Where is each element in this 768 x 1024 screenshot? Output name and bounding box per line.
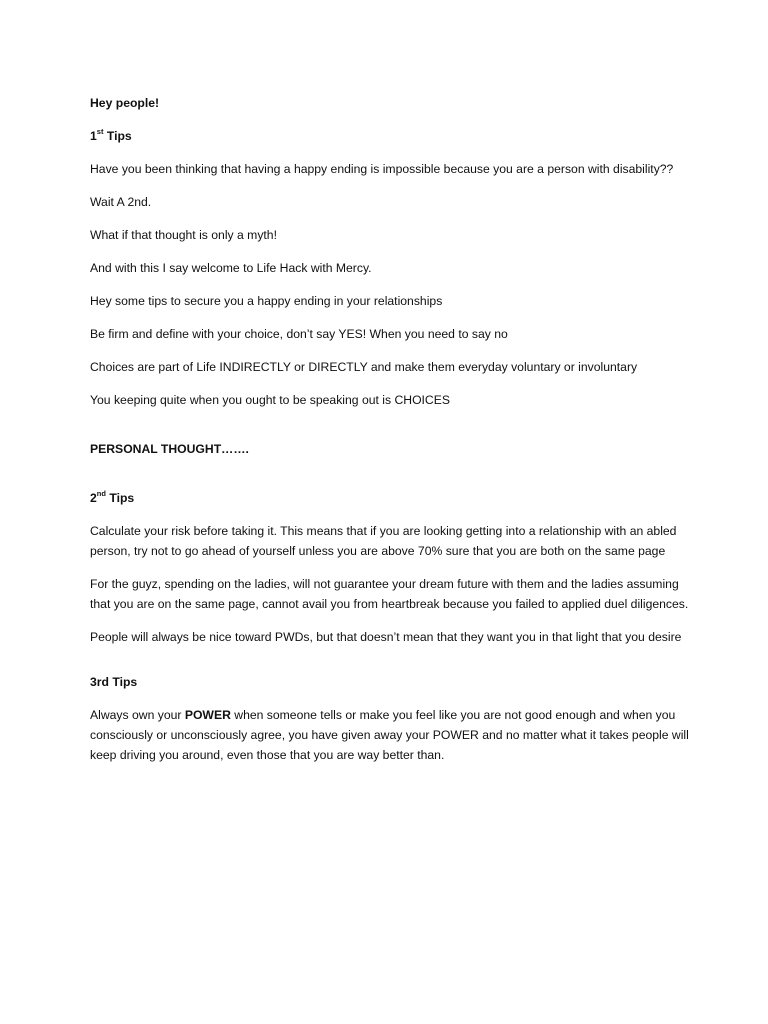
- tip1-number: 1: [90, 129, 97, 143]
- tip1-paragraph: Have you been thinking that having a happy ending is impossible because you are a person with disability??: [90, 162, 674, 176]
- tip2-paragraph: For the guyz, spending on the ladies, will not guarantee your dream future with them and the ladies assuming that you are on the same page, cannot avail you from heartbreak because you failed to applied duel diligences.: [90, 577, 689, 611]
- tip3-text-end: when someone tells or make you feel like you are not good enough and when you consciously or unconsciously agree, you have given away your POWER and no matter what it takes people will keep driving you around, even those that you are way better than.: [90, 708, 689, 762]
- tip2-paragraph: Calculate your risk before taking it. This means that if you are looking getting into a relationship with an abled person, try not to go ahead of yourself unless you are above 70% sure that you are both on the same page: [90, 524, 677, 558]
- tip3-heading: 3rd Tips: [90, 675, 138, 689]
- tip3-paragraph: [90, 705, 690, 765]
- tip1-paragraph: Be firm and define with your choice, don’t say YES! When you need to say no: [90, 327, 508, 341]
- tip2-paragraph: People will always be nice toward PWDs, but that doesn’t mean that they want you in that light that you desire: [90, 630, 682, 644]
- tip1-heading: [90, 126, 690, 146]
- document-page: [90, 93, 690, 778]
- tip1-label: Tips: [103, 129, 132, 143]
- tip2-ordinal: nd: [96, 488, 106, 498]
- power-emphasis: POWER: [184, 708, 231, 722]
- tip1-paragraph: And with this I say welcome to Life Hack with Mercy.: [90, 261, 372, 275]
- greeting: Hey people!: [90, 96, 160, 110]
- tip2-number: 2: [90, 491, 97, 505]
- tip2-label: Tips: [105, 491, 135, 505]
- tip3-text-start: Always own your: [90, 708, 185, 722]
- personal-thought-heading: PERSONAL THOUGHT…….: [90, 442, 249, 456]
- tip1-paragraph: Hey some tips to secure you a happy ending in your relationships: [90, 294, 443, 308]
- tip1-paragraph: What if that thought is only a myth!: [90, 228, 277, 242]
- tip1-paragraph: Choices are part of Life INDIRECTLY or DIRECTLY and make them everyday voluntary or involuntary: [90, 360, 638, 374]
- tip1-paragraph: You keeping quite when you ought to be speaking out is CHOICES: [90, 393, 450, 407]
- tip1-paragraph: Wait A 2nd.: [90, 195, 152, 209]
- tip2-heading: [90, 488, 690, 508]
- tip1-ordinal: st: [96, 126, 104, 136]
